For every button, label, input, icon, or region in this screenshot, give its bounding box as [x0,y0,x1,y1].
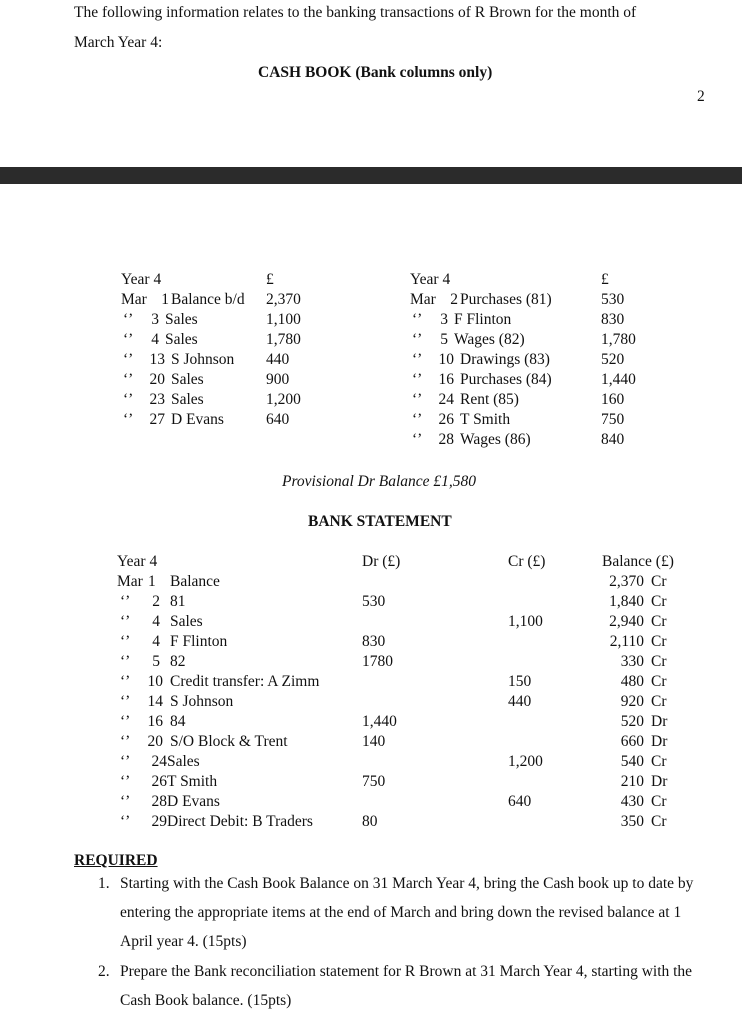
day: 2 [450,291,458,308]
amount: 640 [266,411,290,428]
description: Credit transfer: A Zimm [170,673,320,690]
description: T Smith [167,773,218,790]
description: Rent (85) [460,391,519,408]
description: Sales [171,371,204,388]
day: 4 [152,613,160,630]
balance-amount: 1,840 [609,593,644,610]
dr-amount: 530 [362,593,386,610]
required-heading: REQUIRED [74,852,158,869]
balance-side: Cr [651,753,667,770]
month: ‘’ [123,391,134,408]
balance-side: Cr [651,693,667,710]
amount: 750 [601,411,625,428]
intro-line-1: The following information relates to the banking transactions of R Brown for the month of [74,4,637,21]
month: ‘’ [120,613,131,630]
month: ‘’ [123,311,134,328]
month: ‘’ [123,411,134,428]
day: 24 [151,753,167,770]
balance-side: Dr [651,733,668,750]
month: ‘’ [412,391,423,408]
balance-amount: 2,370 [609,573,644,590]
balance-amount: 2,940 [609,613,644,630]
day: 5 [440,331,448,348]
month: ‘’ [412,411,423,428]
day: 13 [149,351,165,368]
description: Sales [171,391,204,408]
amount: 1,780 [266,331,301,348]
balance-side: Cr [651,673,667,690]
day: 16 [147,713,163,730]
description: Purchases (84) [460,371,552,388]
month: Mar [117,573,143,590]
day: 28 [438,431,454,448]
day: 10 [438,351,454,368]
amount: 530 [601,291,625,308]
month: ‘’ [120,793,131,810]
day: 24 [438,391,454,408]
amount: 840 [601,431,625,448]
description: D Evans [171,411,224,428]
day: 20 [149,371,165,388]
balance-amount: 430 [620,793,644,810]
description: S Johnson [170,693,234,710]
month: ‘’ [120,693,131,710]
amount: 160 [601,391,625,408]
month: ‘’ [123,351,134,368]
required-item-1 [98,869,710,956]
amount: 440 [266,351,290,368]
amount: 2,370 [266,291,301,308]
cr-amount: 1,100 [508,613,543,630]
month: ‘’ [120,813,131,830]
day: 3 [440,311,448,328]
month: ‘’ [412,311,423,328]
description: Balance b/d [171,291,245,308]
cash-book-title: CASH BOOK (Bank columns only) [258,64,493,81]
description: Sales [167,753,200,770]
balance-amount: 920 [620,693,644,710]
amount: 1,780 [601,331,636,348]
dr-amount: 140 [362,733,386,750]
day: 16 [438,371,454,388]
amount: 1,440 [601,371,636,388]
month: Mar [410,291,436,308]
balance-side: Cr [651,633,667,650]
page-divider-bar [0,167,742,184]
amount: 830 [601,311,625,328]
balance-amount: 2,110 [609,633,644,650]
day: 3 [151,311,159,328]
required-item-2 [98,957,710,1015]
dr-amount: 1,440 [362,713,397,730]
month: ‘’ [412,371,423,388]
month: ‘’ [120,633,131,650]
day: 27 [149,411,165,428]
amount: 520 [601,351,625,368]
month: ‘’ [123,371,134,388]
month: ‘’ [120,713,131,730]
day: 23 [149,391,165,408]
balance-side: Cr [651,793,667,810]
month: ‘’ [120,733,131,750]
month: Mar [121,291,147,308]
day: 28 [151,793,167,810]
dr-amount: 1780 [362,653,393,670]
day: 2 [152,593,160,610]
cr-amount: 150 [508,673,532,690]
cr-amount: 640 [508,793,532,810]
dr-amount: 80 [362,813,378,830]
balance-side: Cr [651,813,667,830]
item-text: Starting with the Cash Book Balance on 31 March Year 4, bring the Cash book up to date by entering the appropriate items at the end of March and bring down the revised balance at 1 April year 4. (15pts) [120,875,694,950]
currency-label: £ [601,271,609,288]
day: 29 [151,813,167,830]
balance-amount: 480 [620,673,644,690]
description: Balance [170,573,220,590]
intro-line-2: March Year 4: [74,34,163,51]
balance-amount: 660 [620,733,644,750]
description: D Evans [167,793,220,810]
day: 4 [152,633,160,650]
amount: 1,200 [266,391,301,408]
day: 26 [438,411,454,428]
dr-amount: 750 [362,773,386,790]
cr-header: Cr (£) [508,553,546,570]
balance-amount: 350 [620,813,644,830]
description: 81 [170,593,186,610]
provisional-balance: Provisional Dr Balance £1,580 [282,473,477,490]
description: Sales [165,311,198,328]
year-label: Year 4 [121,271,162,288]
month: ‘’ [412,351,423,368]
page-number: 2 [697,88,705,105]
balance-side: Dr [651,773,668,790]
description: Wages (86) [460,431,531,448]
year-label: Year 4 [410,271,451,288]
day: 14 [147,693,163,710]
balance-side: Cr [651,613,667,630]
day: 10 [147,673,163,690]
balance-amount: 210 [620,773,644,790]
day: 20 [147,733,163,750]
amount: 1,100 [266,311,301,328]
cr-amount: 440 [508,693,532,710]
balance-amount: 520 [620,713,644,730]
amount: 900 [266,371,290,388]
bank-statement-title: BANK STATEMENT [308,513,452,530]
description: Sales [170,613,203,630]
month: ‘’ [412,431,423,448]
balance-header: Balance (£) [602,553,674,570]
month: ‘’ [120,593,131,610]
month: ‘’ [120,773,131,790]
year-label: Year 4 [117,553,158,570]
month: ‘’ [120,653,131,670]
day: 26 [151,773,167,790]
description: T Smith [460,411,511,428]
month: ‘’ [412,331,423,348]
month: ‘’ [120,673,131,690]
day: 5 [152,653,160,670]
day: 4 [151,331,159,348]
dr-amount: 830 [362,633,386,650]
description: Wages (82) [454,331,525,348]
balance-side: Cr [651,573,667,590]
description: 82 [170,653,186,670]
description: Drawings (83) [460,351,550,368]
description: Sales [165,331,198,348]
balance-side: Cr [651,653,667,670]
balance-side: Cr [651,593,667,610]
month: ‘’ [123,331,134,348]
day: 1 [148,573,156,590]
currency-label: £ [266,271,274,288]
description: 84 [170,713,186,730]
description: F Flinton [170,633,228,650]
description: F Flinton [454,311,512,328]
month: ‘’ [120,753,131,770]
balance-amount: 540 [620,753,644,770]
description: S/O Block & Trent [170,733,288,750]
balance-side: Dr [651,713,668,730]
cr-amount: 1,200 [508,753,543,770]
description: Direct Debit: B Traders [167,813,313,830]
item-text: Prepare the Bank reconciliation statement for R Brown at 31 March Year 4, starting with the Cash Book balance. (15pts) [120,963,693,1009]
item-number: 2. [98,963,110,980]
balance-amount: 330 [620,653,644,670]
description: Purchases (81) [460,291,552,308]
item-number: 1. [98,875,110,892]
day: 1 [161,291,169,308]
description: S Johnson [171,351,235,368]
dr-header: Dr (£) [362,553,401,570]
